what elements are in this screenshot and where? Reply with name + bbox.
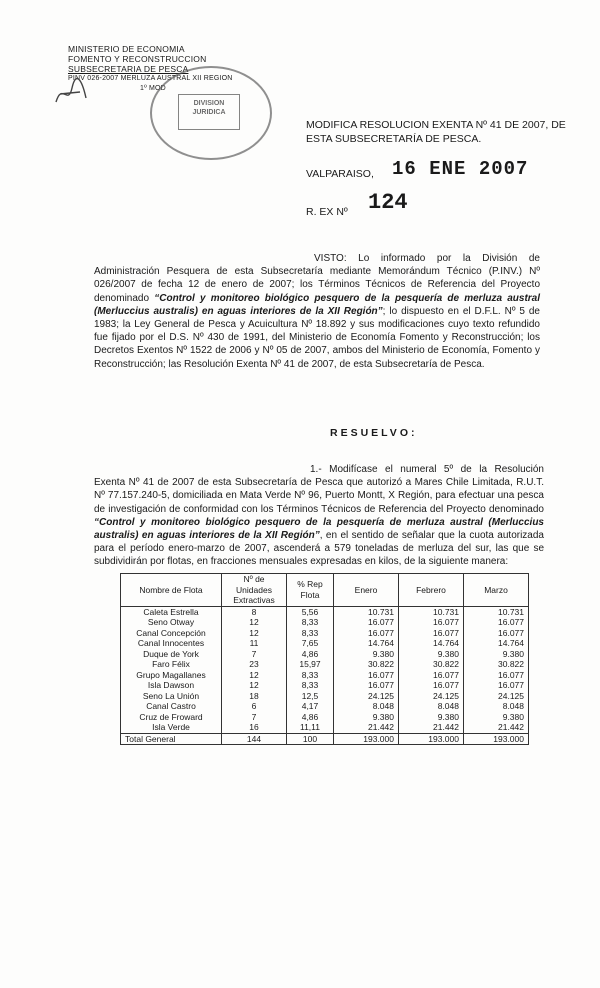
table-cell: 193.000 [399,733,464,745]
table-cell: 12 [222,680,287,691]
table-cell: 8,33 [287,670,334,681]
table-cell: 12 [222,617,287,628]
stamp-line: JURIDICA [192,109,226,116]
table-cell: Duque de York [121,649,222,660]
table-row [121,628,529,639]
table-cell: Canal Concepción [121,628,222,639]
table-cell: Grupo Magallanes [121,670,222,681]
table-row [121,649,529,660]
table-row [121,617,529,628]
ministry-line: MINISTERIO DE ECONOMIA [68,44,185,54]
table-row [121,712,529,723]
table-cell: 8,33 [287,680,334,691]
table-cell: 6 [222,701,287,712]
table-cell: 14.764 [334,638,399,649]
table-row [121,701,529,712]
table-cell: 16.077 [464,670,529,681]
table-cell: 11,11 [287,722,334,733]
table-cell: 30.822 [399,659,464,670]
table-cell: Cruz de Froward [121,712,222,723]
table-header-row [121,574,529,607]
table-row [121,638,529,649]
column-header: Marzo [464,574,529,607]
reference-line: PINV 026-2007 MERLUZA AUSTRAL XII REGION [68,75,233,82]
table-cell: 24.125 [334,691,399,702]
table-cell: 9.380 [334,649,399,660]
signature-mark [52,76,92,110]
table-row [121,670,529,681]
column-header: Nombre de Flota [121,574,222,607]
article-1-intro: 1.- Modifícase el numeral 5º de la Resolución Exenta Nº 41 de 2007 de esta Subsecretaría de Pesca que autorizó a Mares Chile Limitada, R.U.T. Nº 77.157.240-5, domiciliada en Mata Verde Nº 96, Puerto Montt, X Región, para efectuar una pesca de investigación de conformidad con los Términos Técnicos de Referencia del Proyecto denominado [94,464,544,515]
column-header: Enero [334,574,399,607]
table-cell: 16.077 [334,680,399,691]
resolution-number-label: R. EX Nº [306,206,348,218]
modification-line: 1º MOD [140,85,166,92]
table-cell: 21.442 [464,722,529,733]
table-cell: 12 [222,670,287,681]
table-cell: 4,17 [287,701,334,712]
city-label: VALPARAISO, [306,168,374,180]
table-cell: 14.764 [464,638,529,649]
table-cell: 7 [222,649,287,660]
table-cell: Canal Innocentes [121,638,222,649]
table-cell: 8.048 [464,701,529,712]
table-cell: Total General [121,733,222,745]
table-cell: 10.731 [399,606,464,617]
table-cell: Canal Castro [121,701,222,712]
table-cell: 16.077 [464,680,529,691]
table-cell: 193.000 [334,733,399,745]
stamp-line: DIVISION [193,100,225,107]
subsecretaria-line: SUBSECRETARIA DE PESCA [68,64,189,74]
table-cell: Seno La Unión [121,691,222,702]
article-1-paragraph [94,463,544,569]
table-cell: 9.380 [399,712,464,723]
table-body [121,606,529,733]
table-cell: 30.822 [464,659,529,670]
table-cell: Caleta Estrella [121,606,222,617]
table-cell: Faro Félix [121,659,222,670]
table-cell: 144 [222,733,287,745]
article-1-project-name: “Control y monitoreo biológico pesquero de la pesquería de merluza austral (Merluccius australis) en aguas interiores de la XII Región” [94,516,544,542]
table-cell: 11 [222,638,287,649]
table-cell: Isla Dawson [121,680,222,691]
ministry-line: FOMENTO Y RECONSTRUCCION [68,54,207,64]
table-cell: 8.048 [334,701,399,712]
table-cell: 16.077 [399,680,464,691]
table-cell: 7 [222,712,287,723]
table-cell: 4,86 [287,712,334,723]
table-row [121,722,529,733]
table-cell: 16.077 [334,617,399,628]
stamp-box [178,94,240,130]
table-cell: 16.077 [334,628,399,639]
table-row [121,680,529,691]
table-cell: 24.125 [399,691,464,702]
visto-rest: ; lo dispuesto en el D.F.L. Nº 5 de 1983; la Ley General de Pesca y Acuicultura Nº 18.892 y sus modificaciones cuyo texto refundido fue fijado por el D.S. Nº 430 de 1991, del Ministerio de Economía Fomento y Reconstrucción; los Decretos Exentos Nº 1522 de 2006 y Nº 05 de 2007, ambos del Ministerio de Economía, Fomento y Reconstrucción; las Resolución Exenta Nº 41 de 2007, de esta Subsecretaría de Pesca. [94,305,540,370]
article-1-rest: , en el sentido de señalar que la cuota autorizada para el período enero-marzo de 2007, ascenderá a 579 toneladas de merluza del sur, las que se subdividirán por flotas, en fracciones mensuales expresadas en kilos, de la siguiente manera: [94,530,544,568]
table-cell: 16.077 [399,670,464,681]
table-cell: 18 [222,691,287,702]
table-cell: 16.077 [464,628,529,639]
table-cell: 21.442 [334,722,399,733]
table-cell: 21.442 [399,722,464,733]
table-row [121,691,529,702]
table-total-row [121,733,529,745]
column-header: Febrero [399,574,464,607]
table-cell: 30.822 [334,659,399,670]
table-cell: 16.077 [334,670,399,681]
table-cell: 24.125 [464,691,529,702]
table-cell: 16.077 [464,617,529,628]
table-cell: 16.077 [399,617,464,628]
table-cell: 16.077 [399,628,464,639]
resolution-number: 124 [368,190,408,215]
table-cell: 193.000 [464,733,529,745]
table-cell: 5,56 [287,606,334,617]
table-row [121,606,529,617]
table-cell: 8,33 [287,628,334,639]
table-cell: 9.380 [464,649,529,660]
official-stamp [150,66,272,160]
table-cell: 8 [222,606,287,617]
table-cell: 100 [287,733,334,745]
table-cell: 9.380 [399,649,464,660]
table-cell: 14.764 [399,638,464,649]
table-cell: 16 [222,722,287,733]
table-cell: 12 [222,628,287,639]
visto-paragraph [94,252,540,371]
table-cell: 10.731 [334,606,399,617]
table-cell: 10.731 [464,606,529,617]
column-header: % Rep Flota [287,574,334,607]
visto-project-name: “Control y monitoreo biológico pesquero de la pesquería de merluza austral (Merluccius australis) en aguas interiores de la XII Región” [94,292,541,317]
visto-intro: VISTO: Lo informado por la División de Administración Pesquera de esta Subsecretaría mediante Memorándum Técnico (P.INV.) Nº 026/2007 de fecha 12 de enero de 2007; los Términos Técnicos de Referencia del Proyecto denominado [94,253,540,304]
table-cell: 7,65 [287,638,334,649]
fleet-quota-table [120,573,529,745]
table-cell: Isla Verde [121,722,222,733]
table-cell: Seno Otway [121,617,222,628]
table-cell: 8,33 [287,617,334,628]
table-cell: 15,97 [287,659,334,670]
column-header: Nº de Unidades Extractivas [222,574,287,607]
date-stamp: 16 ENE 2007 [392,158,529,180]
table-cell: 8.048 [399,701,464,712]
resuelvo-heading: RESUELVO: [330,427,418,439]
table-cell: 23 [222,659,287,670]
table-cell: 12,5 [287,691,334,702]
table-row [121,659,529,670]
table-cell: 9.380 [334,712,399,723]
resolution-subject: MODIFICA RESOLUCION EXENTA Nº 41 DE 2007, DE ESTA SUBSECRETARÍA DE PESCA. [306,119,566,145]
table-cell: 9.380 [464,712,529,723]
table-cell: 4,86 [287,649,334,660]
